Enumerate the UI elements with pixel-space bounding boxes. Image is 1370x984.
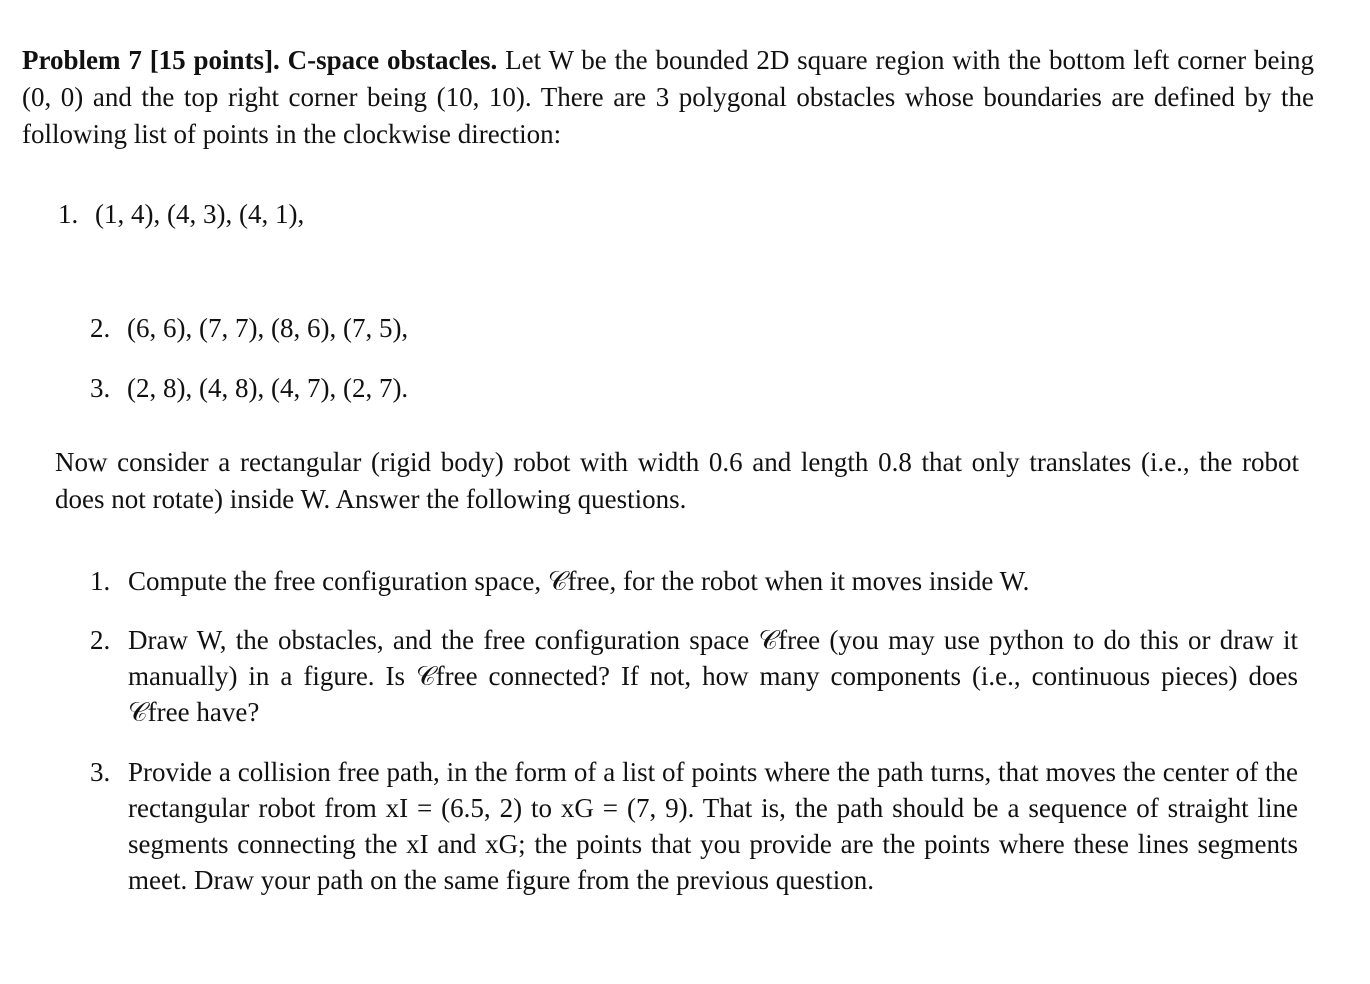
robot-description: Now consider a rectangular (rigid body) robot with width 0.6 and length 0.8 that only translates (i.e., the robot does not rotate) inside W. Answer the following questions. bbox=[55, 447, 1299, 514]
question-item bbox=[90, 754, 1298, 898]
question-text: Draw W, the obstacles, and the free configuration space 𝒞free (you may use python to do this or draw it manually) in a figure. Is 𝒞free connected? If not, how many components (i.e., continuous pieces) does 𝒞free have? bbox=[128, 625, 1298, 727]
obstacle-points: (6, 6), (7, 7), (8, 6), (7, 5), bbox=[127, 313, 409, 343]
question-number: 3. bbox=[90, 757, 111, 787]
obstacle-number: 3. bbox=[90, 373, 111, 403]
question-number: 1. bbox=[90, 566, 111, 596]
problem-intro bbox=[22, 42, 1314, 153]
question-item bbox=[90, 622, 1298, 730]
problem-intro-text: Let W be the bounded 2D square region with the bottom left corner being (0, 0) and the top right corner being (10, 10). There are 3 polygonal obstacles whose boundaries are defined by the following list of points in the clockwise direction: bbox=[22, 45, 1315, 149]
obstacle-item bbox=[90, 370, 408, 407]
obstacle-points: (1, 4), (4, 3), (4, 1), bbox=[95, 199, 305, 229]
obstacle-number: 1. bbox=[58, 199, 79, 229]
question-item bbox=[90, 563, 1298, 599]
obstacle-item bbox=[58, 196, 304, 233]
question-number: 2. bbox=[90, 625, 111, 655]
obstacle-points: (2, 8), (4, 8), (4, 7), (2, 7). bbox=[127, 373, 409, 403]
obstacle-number: 2. bbox=[90, 313, 111, 343]
question-text: Compute the free configuration space, 𝒞free, for the robot when it moves inside W. bbox=[128, 566, 1030, 596]
obstacle-item bbox=[90, 310, 408, 347]
question-text: Provide a collision free path, in the form of a list of points where the path turns, that moves the center of the rectangular robot from xI = (6.5, 2) to xG = (7, 9). That is, the path should be a sequence of straight line segments connecting the xI and xG; the points that you provide are the points where these lines segments meet. Draw your path on the same figure from the previous question. bbox=[128, 757, 1298, 895]
problem-heading: Problem 7 [15 points]. C-space obstacles. bbox=[22, 45, 498, 75]
